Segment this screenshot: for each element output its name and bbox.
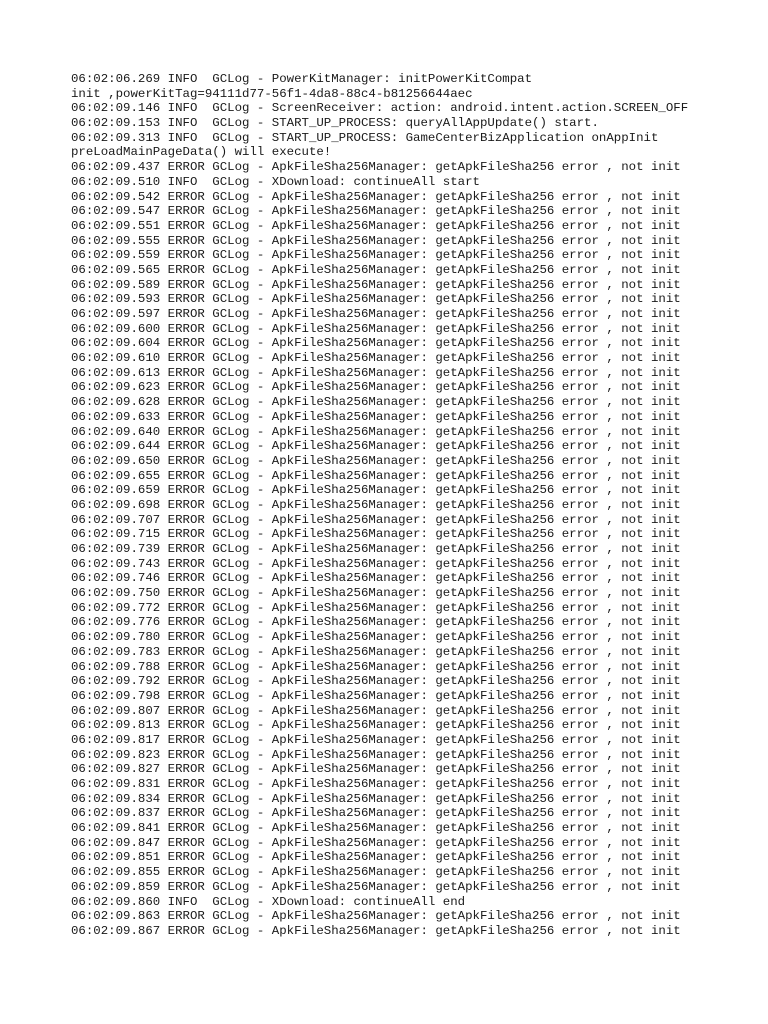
log-line: 06:02:09.547 ERROR GCLog - ApkFileSha256Manager: getApkFileSha256 error , not init <box>71 204 681 219</box>
log-line: preLoadMainPageData() will execute! <box>71 145 332 160</box>
log-line: 06:02:09.628 ERROR GCLog - ApkFileSha256Manager: getApkFileSha256 error , not init <box>71 395 681 410</box>
log-line: 06:02:09.772 ERROR GCLog - ApkFileSha256Manager: getApkFileSha256 error , not init <box>71 600 681 615</box>
log-line: 06:02:09.783 ERROR GCLog - ApkFileSha256Manager: getApkFileSha256 error , not init <box>71 644 681 659</box>
log-line: 06:02:09.851 ERROR GCLog - ApkFileSha256Manager: getApkFileSha256 error , not init <box>71 850 681 865</box>
log-line: 06:02:09.792 ERROR GCLog - ApkFileSha256Manager: getApkFileSha256 error , not init <box>71 674 681 689</box>
log-line: 06:02:09.698 ERROR GCLog - ApkFileSha256Manager: getApkFileSha256 error , not init <box>71 497 681 512</box>
log-line: init ,powerKitTag=94111d77-56f1-4da8-88c4-b81256644aec <box>71 86 473 101</box>
log-line: 06:02:09.715 ERROR GCLog - ApkFileSha256Manager: getApkFileSha256 error , not init <box>71 527 681 542</box>
log-line: 06:02:09.655 ERROR GCLog - ApkFileSha256Manager: getApkFileSha256 error , not init <box>71 468 681 483</box>
log-line: 06:02:09.823 ERROR GCLog - ApkFileSha256Manager: getApkFileSha256 error , not init <box>71 747 681 762</box>
log-line: 06:02:09.633 ERROR GCLog - ApkFileSha256Manager: getApkFileSha256 error , not init <box>71 409 681 424</box>
log-line: 06:02:09.640 ERROR GCLog - ApkFileSha256Manager: getApkFileSha256 error , not init <box>71 424 681 439</box>
log-line: 06:02:09.743 ERROR GCLog - ApkFileSha256Manager: getApkFileSha256 error , not init <box>71 556 681 571</box>
log-line: 06:02:09.593 ERROR GCLog - ApkFileSha256Manager: getApkFileSha256 error , not init <box>71 292 681 307</box>
log-line: 06:02:09.610 ERROR GCLog - ApkFileSha256Manager: getApkFileSha256 error , not init <box>71 351 681 366</box>
log-line: 06:02:09.837 ERROR GCLog - ApkFileSha256Manager: getApkFileSha256 error , not init <box>71 806 681 821</box>
log-text-block <box>71 72 751 939</box>
log-line: 06:02:06.269 INFO GCLog - PowerKitManager: initPowerKitCompat <box>71 72 533 86</box>
log-line: 06:02:09.644 ERROR GCLog - ApkFileSha256Manager: getApkFileSha256 error , not init <box>71 439 681 454</box>
log-line: 06:02:09.788 ERROR GCLog - ApkFileSha256Manager: getApkFileSha256 error , not init <box>71 659 681 674</box>
log-line: 06:02:09.855 ERROR GCLog - ApkFileSha256Manager: getApkFileSha256 error , not init <box>71 865 681 880</box>
log-line: 06:02:09.739 ERROR GCLog - ApkFileSha256Manager: getApkFileSha256 error , not init <box>71 542 681 556</box>
log-line: 06:02:09.551 ERROR GCLog - ApkFileSha256Manager: getApkFileSha256 error , not init <box>71 218 681 233</box>
log-line: 06:02:09.555 ERROR GCLog - ApkFileSha256Manager: getApkFileSha256 error , not init <box>71 233 681 248</box>
log-line: 06:02:09.776 ERROR GCLog - ApkFileSha256Manager: getApkFileSha256 error , not init <box>71 615 681 630</box>
log-line: 06:02:09.600 ERROR GCLog - ApkFileSha256Manager: getApkFileSha256 error , not init <box>71 321 681 336</box>
log-line: 06:02:09.437 ERROR GCLog - ApkFileSha256Manager: getApkFileSha256 error , not init <box>71 160 681 175</box>
log-line: 06:02:09.613 ERROR GCLog - ApkFileSha256Manager: getApkFileSha256 error , not init <box>71 365 681 380</box>
log-line: 06:02:09.589 ERROR GCLog - ApkFileSha256Manager: getApkFileSha256 error , not init <box>71 277 681 292</box>
log-line: 06:02:09.746 ERROR GCLog - ApkFileSha256Manager: getApkFileSha256 error , not init <box>71 571 681 586</box>
log-line: 06:02:09.565 ERROR GCLog - ApkFileSha256Manager: getApkFileSha256 error , not init <box>71 262 681 277</box>
log-line: 06:02:09.834 ERROR GCLog - ApkFileSha256Manager: getApkFileSha256 error , not init <box>71 791 681 806</box>
log-line: 06:02:09.860 INFO GCLog - XDownload: continueAll end <box>71 894 466 909</box>
log-line: 06:02:09.817 ERROR GCLog - ApkFileSha256Manager: getApkFileSha256 error , not init <box>71 732 681 747</box>
log-line: 06:02:09.859 ERROR GCLog - ApkFileSha256Manager: getApkFileSha256 error , not init <box>71 879 681 894</box>
log-line: 06:02:09.510 INFO GCLog - XDownload: continueAll start <box>71 174 480 189</box>
log-line: 06:02:09.597 ERROR GCLog - ApkFileSha256Manager: getApkFileSha256 error , not init <box>71 307 681 321</box>
log-line: 06:02:09.153 INFO GCLog - START_UP_PROCESS: queryAllAppUpdate() start. <box>71 116 599 131</box>
log-line: 06:02:09.807 ERROR GCLog - ApkFileSha256Manager: getApkFileSha256 error , not init <box>71 703 681 718</box>
log-line: 06:02:09.813 ERROR GCLog - ApkFileSha256Manager: getApkFileSha256 error , not init <box>71 718 681 733</box>
log-line: 06:02:09.827 ERROR GCLog - ApkFileSha256Manager: getApkFileSha256 error , not init <box>71 762 681 777</box>
log-line: 06:02:09.623 ERROR GCLog - ApkFileSha256Manager: getApkFileSha256 error , not init <box>71 380 681 395</box>
log-line: 06:02:09.847 ERROR GCLog - ApkFileSha256Manager: getApkFileSha256 error , not init <box>71 835 681 850</box>
log-line: 06:02:09.841 ERROR GCLog - ApkFileSha256Manager: getApkFileSha256 error , not init <box>71 821 681 836</box>
log-line: 06:02:09.146 INFO GCLog - ScreenReceiver: action: android.intent.action.SCREEN_OFF <box>71 101 689 116</box>
log-line: 06:02:09.798 ERROR GCLog - ApkFileSha256Manager: getApkFileSha256 error , not init <box>71 688 681 703</box>
log-line: 06:02:09.650 ERROR GCLog - ApkFileSha256Manager: getApkFileSha256 error , not init <box>71 453 681 468</box>
log-line: 06:02:09.707 ERROR GCLog - ApkFileSha256Manager: getApkFileSha256 error , not init <box>71 512 681 527</box>
log-line: 06:02:09.780 ERROR GCLog - ApkFileSha256Manager: getApkFileSha256 error , not init <box>71 630 681 645</box>
log-line: 06:02:09.750 ERROR GCLog - ApkFileSha256Manager: getApkFileSha256 error , not init <box>71 586 681 601</box>
log-line: 06:02:09.659 ERROR GCLog - ApkFileSha256Manager: getApkFileSha256 error , not init <box>71 483 681 498</box>
log-line: 06:02:09.542 ERROR GCLog - ApkFileSha256Manager: getApkFileSha256 error , not init <box>71 189 681 204</box>
log-line: 06:02:09.559 ERROR GCLog - ApkFileSha256Manager: getApkFileSha256 error , not init <box>71 248 681 263</box>
log-line: 06:02:09.831 ERROR GCLog - ApkFileSha256Manager: getApkFileSha256 error , not init <box>71 777 681 791</box>
log-line: 06:02:09.867 ERROR GCLog - ApkFileSha256Manager: getApkFileSha256 error , not init <box>71 923 681 938</box>
log-line: 06:02:09.313 INFO GCLog - START_UP_PROCESS: GameCenterBizApplication onAppInit <box>71 130 659 145</box>
log-line: 06:02:09.604 ERROR GCLog - ApkFileSha256Manager: getApkFileSha256 error , not init <box>71 336 681 351</box>
log-line: 06:02:09.863 ERROR GCLog - ApkFileSha256Manager: getApkFileSha256 error , not init <box>71 909 681 924</box>
